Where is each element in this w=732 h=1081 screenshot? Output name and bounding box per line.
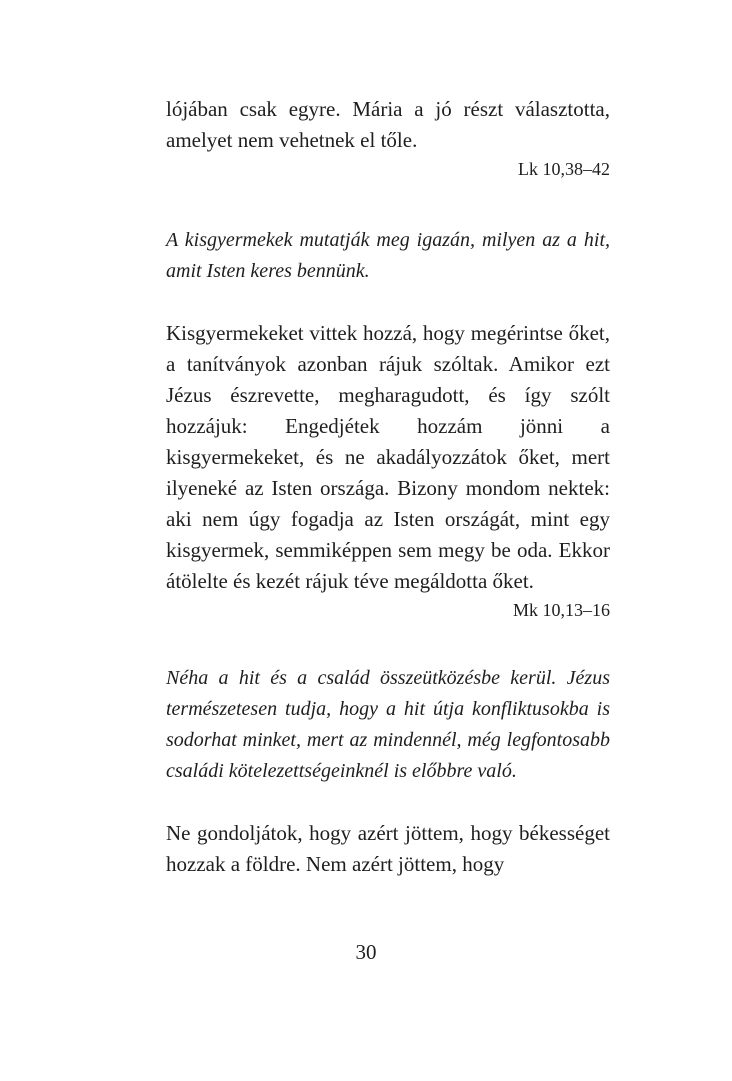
spacer	[166, 287, 610, 318]
scripture-paragraph-mark: Kisgyermekeket vittek hozzá, hogy megérintse őket, a tanítványok azonban rájuk szóltak. Amikor ezt Jézus észrevette, megharagudott, és így szólt hozzájuk: Engedjétek hozzám jönni a kisgyermekeket, és ne akadályozzátok őket, mert ilyeneké az Isten országa. Bizony mondom nektek: aki nem úgy fogadja az Isten országát, mint egy kisgyermek, semmiképpen sem megy be oda. Ekkor átölelte és kezét rájuk téve megáldotta őket.	[166, 321, 610, 593]
spacer	[166, 622, 610, 663]
commentary-faith-family: Néha a hit és a család összeütközésbe kerül. Jézus természetesen tudja, hogy a hit útja konfliktusokba is sodorhat minket, mert az mindennél, még legfontosabb családi kötelezettségeinknél is előbbre való.	[166, 667, 610, 782]
scripture-paragraph-luke: lójában csak egyre. Mária a jó részt választotta, amelyet nem vehetnek el tőle.	[166, 97, 610, 152]
spacer	[166, 181, 610, 225]
page-number: 30	[355, 940, 377, 964]
scripture-reference-mark: Mk 10,13–16	[512, 600, 610, 620]
scripture-reference-luke: Lk 10,38–42	[518, 159, 610, 179]
page-body	[166, 94, 610, 880]
commentary-children-faith: A kisgyermekek mutatják meg igazán, milyen az a hit, amit Isten keres bennünk.	[166, 229, 610, 282]
scripture-paragraph-peace: Ne gondoljátok, hogy azért jöttem, hogy békességet hozzak a földre. Nem azért jöttem, hogy	[166, 821, 610, 876]
spacer	[166, 787, 610, 818]
